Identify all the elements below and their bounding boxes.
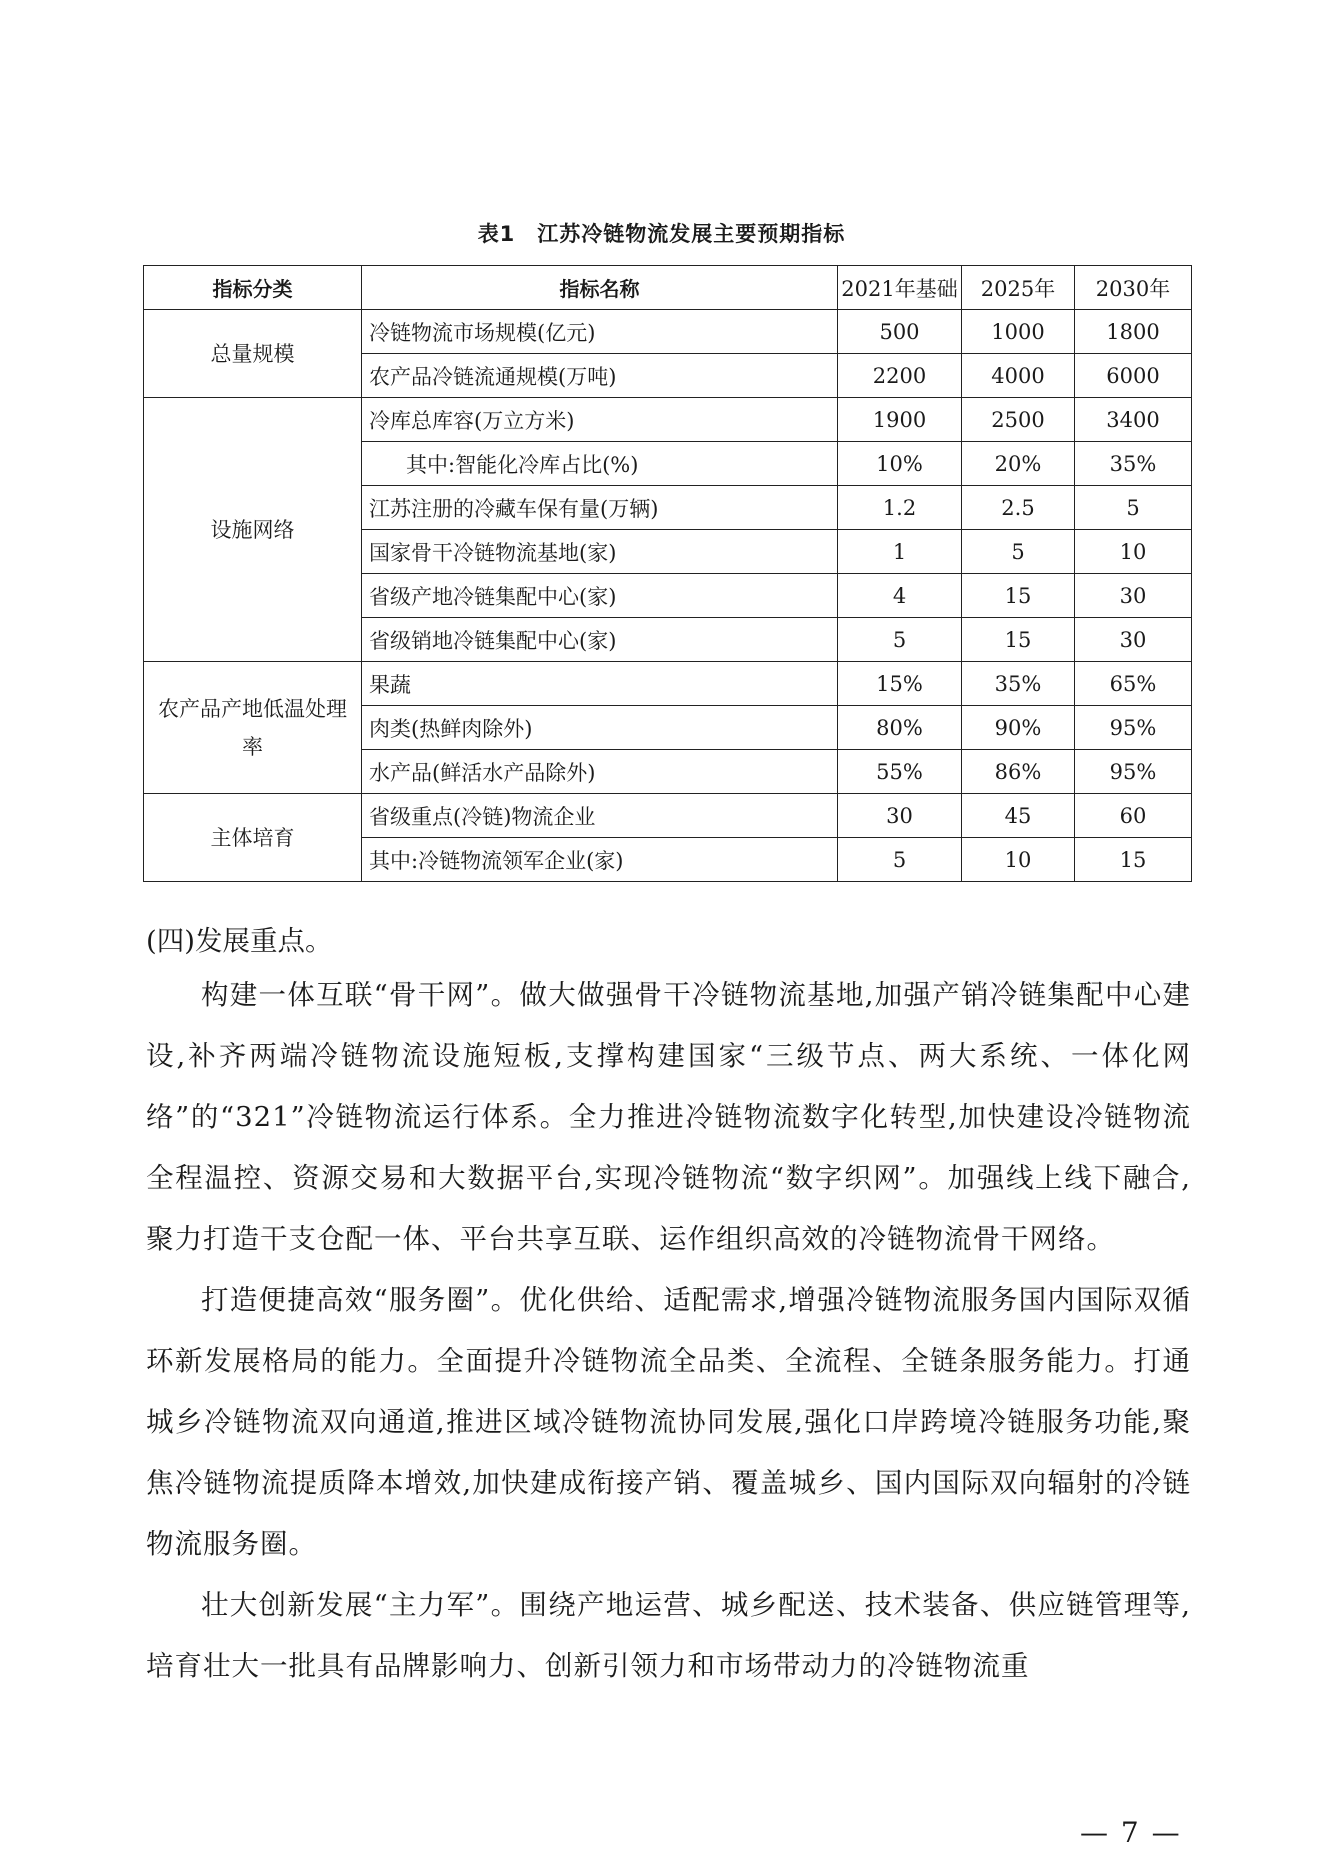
value-2025: 15 [962, 618, 1075, 662]
table-row [144, 662, 1192, 706]
indicator-name: 其中:冷链物流领军企业(家) [362, 838, 838, 882]
value-2030: 60 [1075, 794, 1192, 838]
table-caption: 表1 江苏冷链物流发展主要预期指标 [477, 222, 846, 246]
section-heading: (四)发展重点。 [146, 925, 333, 957]
value-2021: 5 [838, 838, 962, 882]
value-2030: 5 [1075, 486, 1192, 530]
header-category: 指标分类 [144, 266, 362, 310]
value-2025: 35% [962, 662, 1075, 706]
table-row [144, 310, 1192, 354]
value-2030: 15 [1075, 838, 1192, 882]
indicator-name: 农产品冷链流通规模(万吨) [362, 354, 838, 398]
value-2021: 15% [838, 662, 962, 706]
value-2025: 90% [962, 706, 1075, 750]
header-2021: 2021年基础 [838, 266, 962, 310]
table-row [144, 794, 1192, 838]
indicator-name: 省级销地冷链集配中心(家) [362, 618, 838, 662]
paragraph: 壮大创新发展“主力军”。围绕产地运营、城乡配送、技术装备、供应链管理等,培育壮大一批具有品牌影响力、创新引领力和市场带动力的冷链物流重 [146, 1589, 1191, 1682]
body-text [146, 965, 1191, 1697]
category-cell: 总量规模 [144, 310, 362, 398]
value-2025: 10 [962, 838, 1075, 882]
indicators-table [143, 265, 1192, 882]
indicator-name: 冷链物流市场规模(亿元) [362, 310, 838, 354]
value-2025: 1000 [962, 310, 1075, 354]
value-2021: 500 [838, 310, 962, 354]
indicator-name: 其中:智能化冷库占比(%) [362, 442, 838, 486]
indicator-name: 肉类(热鲜肉除外) [362, 706, 838, 750]
value-2025: 4000 [962, 354, 1075, 398]
category-cell: 农产品产地低温处理率 [144, 662, 362, 794]
value-2030: 10 [1075, 530, 1192, 574]
value-2021: 5 [838, 618, 962, 662]
value-2021: 1900 [838, 398, 962, 442]
value-2025: 45 [962, 794, 1075, 838]
value-2030: 1800 [1075, 310, 1192, 354]
value-2021: 80% [838, 706, 962, 750]
value-2021: 55% [838, 750, 962, 794]
indicator-name: 国家骨干冷链物流基地(家) [362, 530, 838, 574]
value-2030: 35% [1075, 442, 1192, 486]
indicator-name: 果蔬 [362, 662, 838, 706]
header-2025: 2025年 [962, 266, 1075, 310]
value-2025: 86% [962, 750, 1075, 794]
value-2030: 65% [1075, 662, 1192, 706]
value-2025: 2500 [962, 398, 1075, 442]
value-2025: 5 [962, 530, 1075, 574]
value-2021: 1 [838, 530, 962, 574]
value-2030: 30 [1075, 618, 1192, 662]
value-2030: 3400 [1075, 398, 1192, 442]
value-2030: 6000 [1075, 354, 1192, 398]
header-indicator-name: 指标名称 [362, 266, 838, 310]
value-2025: 2.5 [962, 486, 1075, 530]
value-2021: 30 [838, 794, 962, 838]
value-2030: 30 [1075, 574, 1192, 618]
value-2021: 2200 [838, 354, 962, 398]
indicator-name: 江苏注册的冷藏车保有量(万辆) [362, 486, 838, 530]
category-cell: 主体培育 [144, 794, 362, 882]
indicator-name: 省级产地冷链集配中心(家) [362, 574, 838, 618]
value-2025: 15 [962, 574, 1075, 618]
value-2021: 10% [838, 442, 962, 486]
value-2030: 95% [1075, 750, 1192, 794]
table-row [144, 398, 1192, 442]
header-2030: 2030年 [1075, 266, 1192, 310]
paragraph: 打造便捷高效“服务圈”。优化供给、适配需求,增强冷链物流服务国内国际双循环新发展格局的能力。全面提升冷链物流全品类、全流程、全链条服务能力。打通城乡冷链物流双向通道,推进区域冷链物流协同发展,强化口岸跨境冷链服务功能,聚焦冷链物流提质降本增效,加快建成衔接产销、覆盖城乡、国内国际双向辐射的冷链物流服务圈。 [146, 1284, 1191, 1560]
indicator-name: 水产品(鲜活水产品除外) [362, 750, 838, 794]
indicator-name: 冷库总库容(万立方米) [362, 398, 838, 442]
value-2021: 4 [838, 574, 962, 618]
value-2025: 20% [962, 442, 1075, 486]
table-header-row [144, 266, 1192, 310]
value-2021: 1.2 [838, 486, 962, 530]
paragraph: 构建一体互联“骨干网”。做大做强骨干冷链物流基地,加强产销冷链集配中心建设,补齐两端冷链物流设施短板,支撑构建国家“三级节点、两大系统、一体化网络”的“321”冷链物流运行体系。全力推进冷链物流数字化转型,加快建设冷链物流全程温控、资源交易和大数据平台,实现冷链物流“数字织网”。加强线上线下融合,聚力打造干支仓配一体、平台共享互联、运作组织高效的冷链物流骨干网络。 [146, 979, 1191, 1255]
indicator-name: 省级重点(冷链)物流企业 [362, 794, 838, 838]
page-number: — 7 — [1080, 1816, 1182, 1849]
value-2030: 95% [1075, 706, 1192, 750]
category-cell: 设施网络 [144, 398, 362, 662]
